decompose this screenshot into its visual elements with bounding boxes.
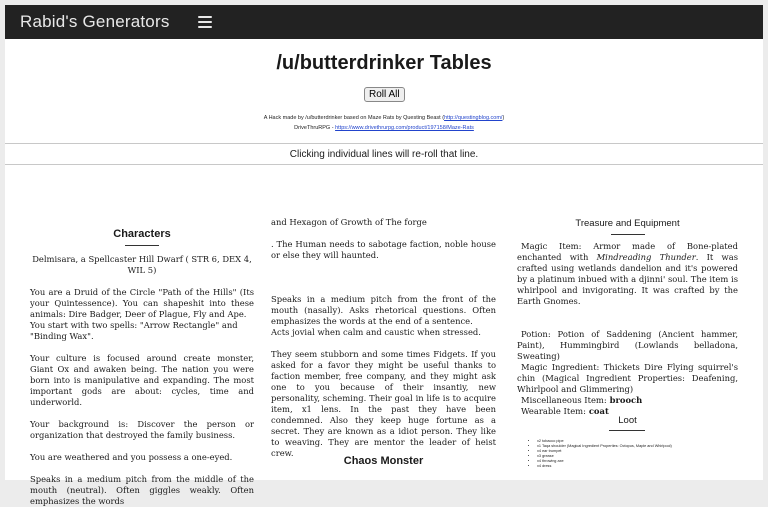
misc-text: brooch	[606, 395, 643, 405]
top-navbar	[5, 5, 763, 39]
menu-bar	[198, 26, 212, 28]
npc-hexagon-line[interactable]: and Hexagon of Growth of The forge	[271, 217, 427, 227]
section-divider	[125, 245, 159, 246]
loot-title: Loot	[618, 415, 637, 426]
drivethrurpg-link[interactable]: https://www.drivethrurpg.com/product/197158/Maze-Rats	[335, 125, 474, 131]
npc-need-line[interactable]: . The Human needs to sabotage faction, noble house or else they will haunted.	[271, 239, 496, 260]
potion-line[interactable]	[517, 329, 738, 362]
npc-behavior-line[interactable]: Acts jovial when calm and caustic when stressed.	[271, 327, 481, 337]
page-title: /u/butterdrinker Tables	[276, 52, 492, 74]
misc-label: Miscellaneous Item:	[521, 395, 607, 405]
credit-text: DriveThruRPG -	[294, 125, 336, 131]
roll-all-button[interactable]: Roll All	[364, 87, 405, 102]
ingredient-label: Magic Ingredient:	[521, 362, 600, 372]
loot-item[interactable]: • x3 grease	[537, 454, 767, 459]
characters-title: Characters	[113, 228, 171, 240]
credit-line-1	[5, 115, 763, 121]
treasure-section	[517, 218, 738, 417]
npc-section	[271, 217, 496, 459]
wearable-text: coat	[585, 406, 609, 416]
character-druid-line[interactable]: You are a Druid of the Circle "Path of the Hills" (Its your Quintessence). You can shapeshit into these animals: Dire Badger, Deer of Plague, Fly and Ape.	[30, 287, 254, 319]
section-divider	[611, 234, 645, 235]
character-culture-line[interactable]: Your culture is focused around create monster, Giant Ox and awaken being. The nation you were born into is manipulative and expanding. The most important gods are about: cycles, time and underworld.	[30, 353, 254, 407]
character-spells-line[interactable]: You start with two spells: "Arrow Rectangle" and "Binding Wax".	[30, 320, 238, 341]
potion-text: Potion of Saddening (Ancient hammer, Paint), Hummingbird (Lowlands belladona, Sweating)	[517, 329, 738, 361]
chaos-monster-title: Chaos Monster	[343, 455, 424, 467]
magic-ingredient-line[interactable]	[517, 362, 738, 395]
credit-line-2	[5, 125, 763, 131]
loot-item[interactable]: • x1 Taqa shoulder (Magical Ingredient Properties: Octopus, Maple and Whirlpool)	[537, 444, 767, 449]
characters-section	[30, 229, 254, 507]
character-background-line[interactable]: Your background is: Discover the person or organization that destroyed the family business.	[30, 419, 254, 440]
misc-item-line[interactable]	[517, 395, 738, 406]
loot-item[interactable]: • x4 throwing axe	[537, 459, 767, 464]
menu-bar	[198, 21, 212, 23]
magic-item-text: . It was crafted using wetlands dandelion and it's powered by a platinum inbued with a djinni' soul. The item is whirlpool and invigorating. It was crafted by the Earth Gnomes.	[517, 252, 738, 306]
magic-item-line[interactable]	[517, 241, 738, 307]
hamburger-menu-icon[interactable]	[198, 16, 212, 28]
brand-title[interactable]: Rabid's Generators	[20, 12, 170, 31]
wearable-label: Wearable Item:	[521, 406, 586, 416]
section-divider	[609, 430, 645, 431]
potion-label: Potion:	[521, 329, 551, 339]
magic-item-label: Magic Item:	[521, 241, 582, 251]
ingredient-text: Thickets Dire Flying squirrel's chin (Magical Ingredient Properties: Deafening, Whirlpool and Glimmering)	[517, 362, 738, 394]
loot-item[interactable]: • x2 tobacco pipe	[537, 439, 767, 444]
loot-item[interactable]: • x4 dress	[537, 464, 767, 469]
main-content	[5, 39, 763, 506]
magic-item-text: Armor made of Bone-plated enchanted with	[517, 241, 738, 262]
character-subtitle[interactable]: Delmisara, a Spellcaster Hill Dwarf ( STR 6, DEX 4, WIL 5)	[32, 254, 252, 275]
loot-item[interactable]: • x4 ear trumpet	[537, 449, 767, 454]
questing-blog-link[interactable]: http://questingblog.com/	[444, 115, 503, 121]
npc-personality-line[interactable]: They seem stubborn and some times Fidgets. If you asked for a favor they might be useful thanks to faction member, free company, and they might ask one to you because of their insantiy, new personality, scheming. Their goal in life is to acquire item, x1 lens. In the past they have been condemned. Also they keep huge fortune as a secret. They are known as a idiot person. They like to weaving. They are mentor the leader of heist crew.	[271, 349, 496, 458]
magic-item-enchantment: Mindreading Thunder	[596, 252, 696, 262]
reroll-notice: Clicking individual lines will re-roll that line.	[5, 143, 763, 165]
npc-speech-line[interactable]: Speaks in a medium pitch from the front of the mouth (nasally). Asks rhetorical questions. Often emphasizes the words at the end of a sentence.	[271, 294, 496, 326]
character-appearance-line[interactable]: You are weathered and you possess a one-eyed.	[30, 452, 233, 462]
credit-text: )	[502, 115, 505, 121]
character-speech-line[interactable]: Speaks in a medium pitch from the middle of the mouth (neutral). Often giggles weakly. Often emphasizes the words	[30, 474, 254, 506]
credit-text: A Hack made by /u/butterdrinker based on Maze Rats by Questing Beast (	[263, 115, 445, 121]
treasure-title: Treasure and Equipment	[575, 218, 680, 229]
loot-list	[527, 439, 767, 469]
menu-bar	[198, 16, 212, 18]
